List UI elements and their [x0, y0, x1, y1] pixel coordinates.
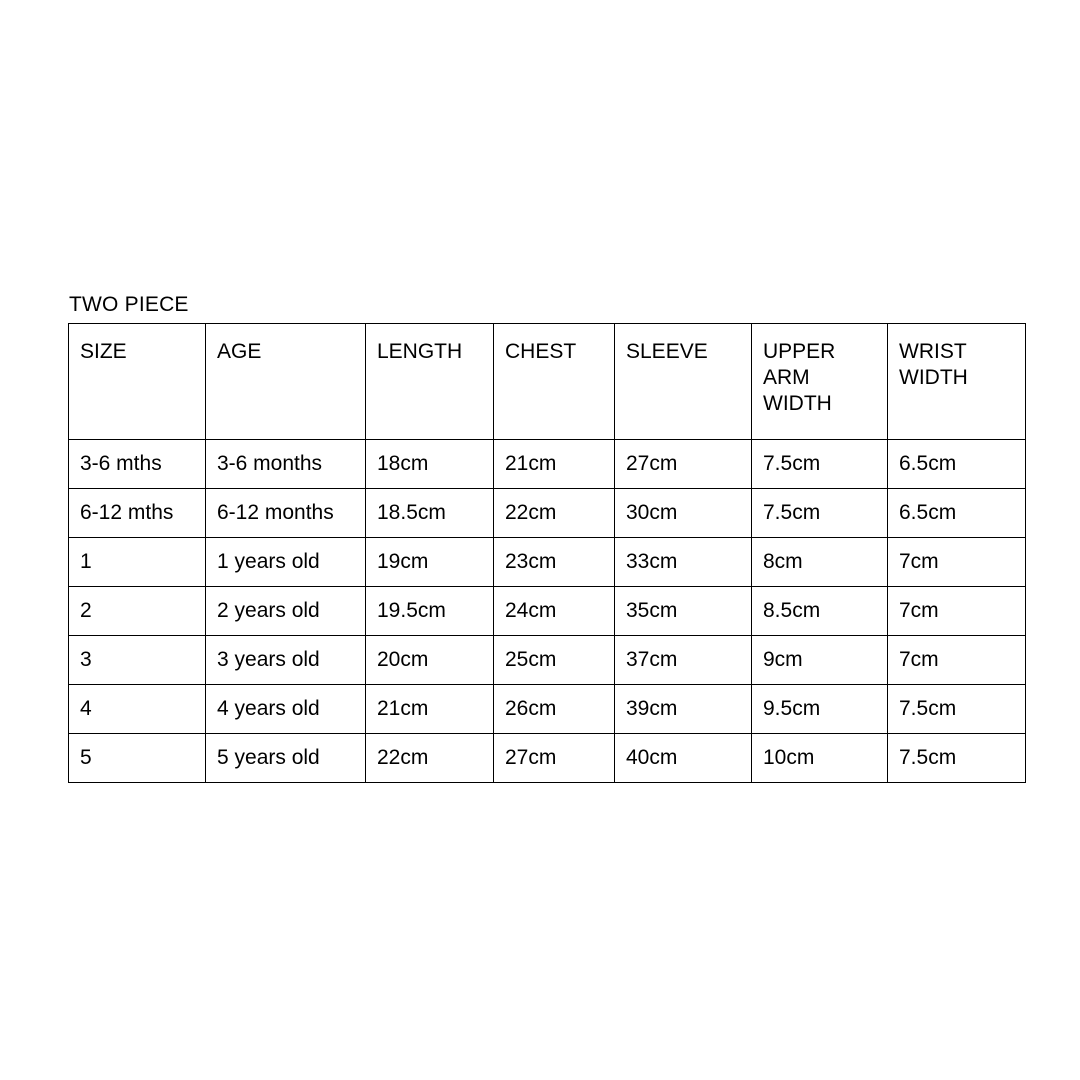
upper-arm-width-cell: 7.5cm — [752, 440, 888, 489]
table-row — [69, 440, 1026, 489]
length-cell: 19cm — [366, 538, 494, 587]
sleeve-cell: 40cm — [615, 734, 752, 783]
upper-arm-width-cell: 8cm — [752, 538, 888, 587]
chest-cell: 21cm — [494, 440, 615, 489]
table-row — [69, 685, 1026, 734]
size-cell: 3 — [69, 636, 206, 685]
table-row — [69, 734, 1026, 783]
column-header-wrist-width-label: WRIST WIDTH — [899, 340, 968, 389]
column-header-length-label: LENGTH — [377, 340, 463, 363]
size-cell: 5 — [69, 734, 206, 783]
sleeve-cell: 39cm — [615, 685, 752, 734]
chest-cell: 25cm — [494, 636, 615, 685]
column-header-sleeve-label: SLEEVE — [626, 340, 708, 363]
size-chart-title: TWO PIECE — [69, 293, 189, 316]
wrist-width-cell: 7cm — [888, 587, 1026, 636]
age-cell: 1 years old — [206, 538, 366, 587]
table-row — [69, 538, 1026, 587]
wrist-width-cell: 6.5cm — [888, 440, 1026, 489]
column-header-length — [366, 324, 494, 440]
column-header-wrist-width — [888, 324, 1026, 440]
sleeve-cell: 27cm — [615, 440, 752, 489]
chest-cell: 27cm — [494, 734, 615, 783]
size-cell: 3-6 mths — [69, 440, 206, 489]
upper-arm-width-cell: 8.5cm — [752, 587, 888, 636]
header-row — [69, 324, 1026, 440]
chest-cell: 24cm — [494, 587, 615, 636]
size-cell: 4 — [69, 685, 206, 734]
column-header-chest — [494, 324, 615, 440]
age-cell: 2 years old — [206, 587, 366, 636]
upper-arm-width-cell: 9.5cm — [752, 685, 888, 734]
column-header-age-label: AGE — [217, 340, 262, 363]
size-cell: 6-12 mths — [69, 489, 206, 538]
wrist-width-cell: 6.5cm — [888, 489, 1026, 538]
age-cell: 5 years old — [206, 734, 366, 783]
table-row — [69, 587, 1026, 636]
column-header-size — [69, 324, 206, 440]
size-cell: 2 — [69, 587, 206, 636]
table-row — [69, 636, 1026, 685]
sleeve-cell: 37cm — [615, 636, 752, 685]
sleeve-cell: 35cm — [615, 587, 752, 636]
sleeve-cell: 33cm — [615, 538, 752, 587]
length-cell: 22cm — [366, 734, 494, 783]
wrist-width-cell: 7cm — [888, 636, 1026, 685]
sleeve-cell: 30cm — [615, 489, 752, 538]
size-chart-section — [68, 294, 1026, 783]
table-row — [69, 489, 1026, 538]
chest-cell: 26cm — [494, 685, 615, 734]
age-cell: 3 years old — [206, 636, 366, 685]
column-header-chest-label: CHEST — [505, 340, 577, 363]
column-header-upper-arm-width-label: UPPER ARM WIDTH — [763, 340, 836, 415]
wrist-width-cell: 7.5cm — [888, 685, 1026, 734]
column-header-size-label: SIZE — [80, 340, 127, 363]
length-cell: 19.5cm — [366, 587, 494, 636]
wrist-width-cell: 7.5cm — [888, 734, 1026, 783]
upper-arm-width-cell: 10cm — [752, 734, 888, 783]
age-cell: 4 years old — [206, 685, 366, 734]
length-cell: 21cm — [366, 685, 494, 734]
chest-cell: 23cm — [494, 538, 615, 587]
size-chart-table — [68, 323, 1026, 783]
length-cell: 18.5cm — [366, 489, 494, 538]
length-cell: 20cm — [366, 636, 494, 685]
age-cell: 6-12 months — [206, 489, 366, 538]
chest-cell: 22cm — [494, 489, 615, 538]
wrist-width-cell: 7cm — [888, 538, 1026, 587]
upper-arm-width-cell: 7.5cm — [752, 489, 888, 538]
size-cell: 1 — [69, 538, 206, 587]
age-cell: 3-6 months — [206, 440, 366, 489]
column-header-sleeve — [615, 324, 752, 440]
length-cell: 18cm — [366, 440, 494, 489]
upper-arm-width-cell: 9cm — [752, 636, 888, 685]
column-header-age — [206, 324, 366, 440]
column-header-upper-arm-width — [752, 324, 888, 440]
